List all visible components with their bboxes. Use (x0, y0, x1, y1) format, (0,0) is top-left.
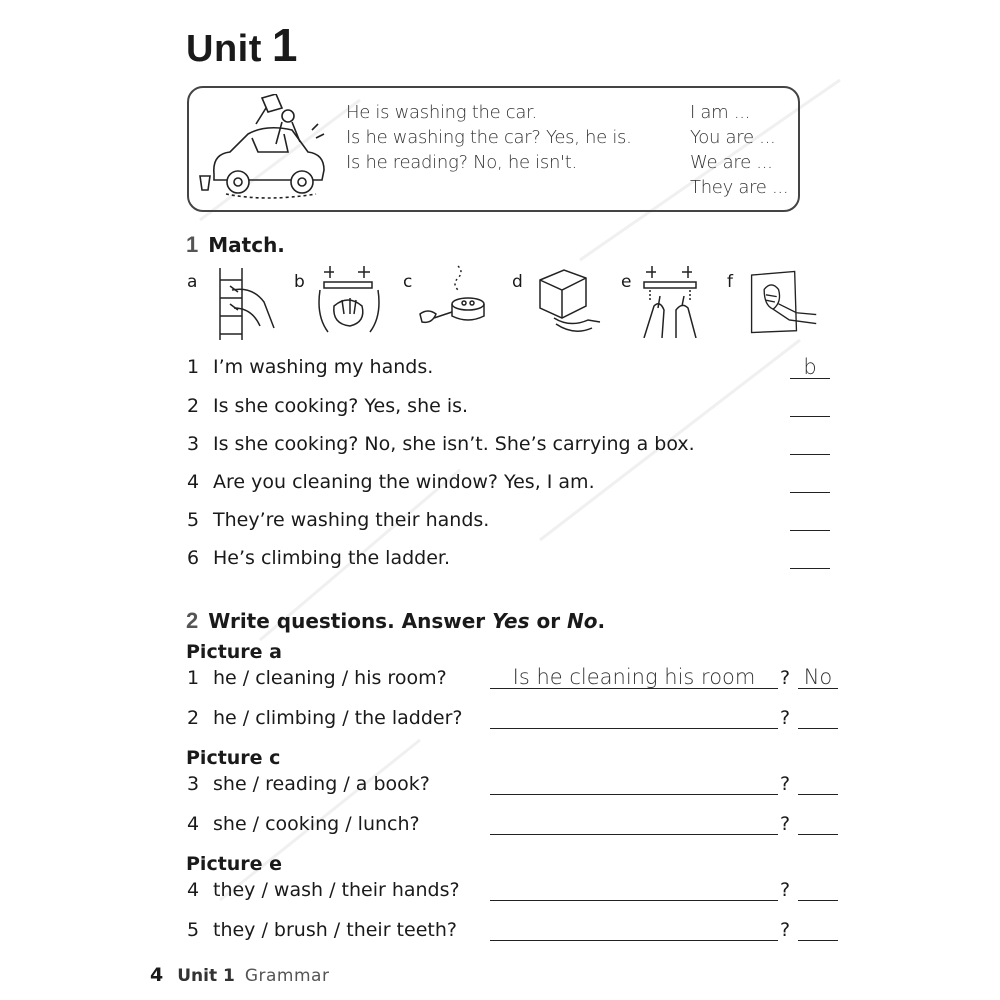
short-answer-field[interactable] (798, 772, 838, 795)
grammar-pronoun: I am ... (690, 102, 751, 123)
question-item (187, 879, 460, 901)
item-text: They’re washing their hands. (213, 509, 490, 531)
item-number: 6 (187, 547, 200, 569)
question-item (187, 919, 457, 941)
question-prompt: she / cooking / lunch? (213, 813, 420, 835)
item-number: 1 (187, 356, 200, 378)
grammar-example: He is washing the car. (346, 102, 537, 123)
question-item (187, 813, 420, 835)
carrying-box-icon (534, 266, 604, 338)
picture-heading: Picture a (186, 641, 283, 663)
question-prompt: they / brush / their teeth? (213, 919, 457, 941)
question-prompt: they / wash / their hands? (213, 879, 460, 901)
page-title (186, 18, 298, 72)
question-mark: ? (780, 707, 791, 729)
match-answer-field[interactable] (790, 546, 830, 569)
cleaning-window-icon (748, 266, 818, 338)
item-number: 3 (187, 773, 200, 795)
grammar-pronoun: They are ... (690, 177, 789, 198)
item-number: 5 (187, 509, 200, 531)
match-item (187, 509, 489, 531)
grammar-examples (346, 100, 632, 175)
exercise-2-heading (186, 608, 605, 634)
picture-heading: Picture e (186, 853, 283, 875)
question-prompt: he / cleaning / his room? (213, 667, 447, 689)
short-answer-field[interactable] (798, 706, 838, 729)
question-item (187, 667, 447, 689)
page-number: 4 (150, 964, 164, 986)
match-item (187, 395, 468, 417)
exercise-1-heading (186, 232, 285, 258)
page-footer (150, 964, 329, 986)
item-number: 3 (187, 433, 200, 455)
match-item (187, 471, 595, 493)
picture-letter-d: d (512, 272, 523, 292)
exercise-title-or: or (529, 609, 568, 633)
exercise-number: 1 (186, 232, 199, 257)
short-answer-field[interactable] (798, 918, 838, 941)
question-answer-field[interactable] (490, 918, 778, 941)
washing-hands-tap-icon (636, 266, 706, 338)
question-item (187, 773, 430, 795)
unit-label: Unit (186, 28, 262, 70)
question-prompt: he / climbing / the ladder? (213, 707, 463, 729)
picture-heading: Picture c (186, 747, 281, 769)
item-number: 4 (187, 813, 200, 835)
match-item (187, 356, 433, 378)
picture-letter-a: a (187, 272, 198, 292)
footer-unit: Unit 1 (177, 966, 235, 986)
item-text: Is she cooking? No, she isn’t. She’s carrying a box. (213, 433, 695, 455)
match-answer-field[interactable]: b (790, 356, 830, 379)
item-text: I’m washing my hands. (213, 356, 434, 378)
item-number: 2 (187, 707, 200, 729)
exercise-title-end: . (597, 609, 606, 633)
item-number: 5 (187, 919, 200, 941)
exercise-title-no: No (567, 609, 598, 633)
match-item (187, 547, 450, 569)
question-answer-field[interactable] (490, 706, 778, 729)
question-mark: ? (780, 879, 791, 901)
match-answer-field[interactable] (790, 470, 830, 493)
question-item (187, 707, 463, 729)
match-item (187, 433, 695, 455)
ladder-climbing-icon (212, 268, 282, 340)
grammar-pronoun: You are ... (690, 127, 776, 148)
picture-letter-e: e (621, 272, 632, 292)
short-answer-field[interactable] (798, 812, 838, 835)
item-text: Are you cleaning the window? Yes, I am. (213, 471, 595, 493)
picture-letter-b: b (294, 272, 305, 292)
exercise-title: Write questions. Answer (208, 609, 493, 633)
exercise-title-yes: Yes (492, 609, 530, 633)
item-text: Is she cooking? Yes, she is. (213, 395, 469, 417)
item-number: 2 (187, 395, 200, 417)
question-answer-field[interactable] (490, 878, 778, 901)
footer-section: Grammar (244, 966, 330, 986)
washing-car-icon (196, 94, 336, 204)
question-mark: ? (780, 813, 791, 835)
question-answer-field[interactable] (490, 812, 778, 835)
match-answer-field[interactable] (790, 432, 830, 455)
exercise-number: 2 (186, 608, 199, 633)
grammar-pronoun: We are ... (690, 152, 773, 173)
short-answer-field[interactable] (798, 878, 838, 901)
question-mark: ? (780, 773, 791, 795)
short-answer-field[interactable]: No (798, 666, 838, 689)
question-answer-field[interactable]: Is he cleaning his room (490, 666, 778, 689)
exercise-title: Match. (208, 233, 285, 257)
unit-number: 1 (271, 19, 298, 71)
grammar-example: Is he reading? No, he isn't. (346, 152, 577, 173)
grammar-example: Is he washing the car? Yes, he is. (346, 127, 632, 148)
item-number: 1 (187, 667, 200, 689)
grammar-pronouns (690, 100, 788, 200)
question-prompt: she / reading / a book? (213, 773, 430, 795)
picture-letter-f: f (727, 272, 733, 292)
item-number: 4 (187, 471, 200, 493)
match-answer-field[interactable] (790, 508, 830, 531)
match-answer-field[interactable] (790, 394, 830, 417)
item-number: 4 (187, 879, 200, 901)
item-text: He’s climbing the ladder. (213, 547, 451, 569)
washing-hands-icon (314, 266, 384, 338)
question-answer-field[interactable] (490, 772, 778, 795)
question-mark: ? (780, 919, 791, 941)
cooking-pan-icon (418, 262, 488, 334)
picture-letter-c: c (403, 272, 413, 292)
question-mark: ? (780, 667, 791, 689)
